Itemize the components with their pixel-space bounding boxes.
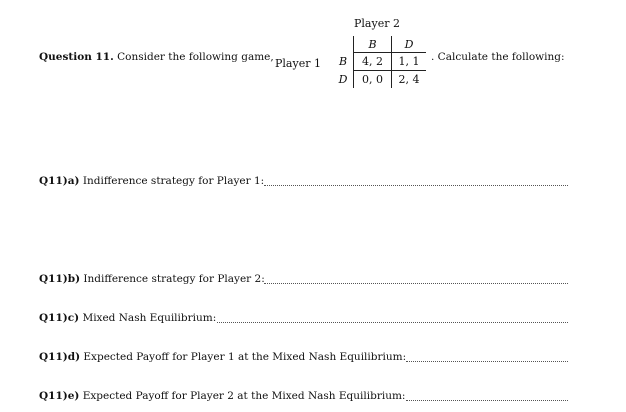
matrix-row-b bbox=[333, 53, 426, 71]
column-player-label: Player 2 bbox=[354, 17, 400, 30]
part-d bbox=[39, 351, 406, 363]
column-strategy-d: D bbox=[392, 36, 427, 53]
matrix-row-d bbox=[333, 71, 426, 89]
part-b-label: Q11)b) bbox=[39, 273, 81, 285]
column-strategy-b: B bbox=[354, 36, 392, 53]
part-c-text: Mixed Nash Equilibrium: bbox=[82, 312, 217, 324]
part-b bbox=[39, 273, 265, 285]
part-a-answer-line[interactable] bbox=[264, 185, 568, 186]
row-player-label: Player 1 bbox=[275, 57, 321, 70]
part-e-label: Q11)e) bbox=[39, 390, 80, 402]
part-d-answer-line[interactable] bbox=[406, 361, 568, 362]
part-d-label: Q11)d) bbox=[39, 351, 81, 363]
part-a bbox=[39, 175, 264, 187]
part-a-label: Q11)a) bbox=[39, 175, 80, 187]
payoff-cell-bb: 4, 2 bbox=[354, 53, 392, 71]
part-a-text: Indifference strategy for Player 1: bbox=[82, 175, 265, 187]
part-b-answer-line[interactable] bbox=[264, 283, 568, 284]
part-c-answer-line[interactable] bbox=[217, 322, 568, 323]
matrix-header-row bbox=[333, 36, 426, 53]
payoff-cell-db: 0, 0 bbox=[354, 71, 392, 89]
question-intro-text: Consider the following game, bbox=[117, 51, 274, 63]
part-b-text: Indifference strategy for Player 2: bbox=[83, 273, 265, 285]
question-number: Question 11. bbox=[39, 51, 114, 63]
payoff-cell-dd: 2, 4 bbox=[392, 71, 427, 89]
part-e bbox=[39, 390, 405, 402]
payoff-cell-bd: 1, 1 bbox=[392, 53, 427, 71]
part-e-answer-line[interactable] bbox=[406, 400, 568, 401]
part-d-text: Expected Payoff for Player 1 at the Mixed Nash Equilibrium: bbox=[83, 351, 407, 363]
row-strategy-b: B bbox=[338, 55, 348, 68]
payoff-matrix bbox=[333, 36, 426, 88]
question-intro bbox=[39, 51, 274, 63]
part-c-label: Q11)c) bbox=[39, 312, 80, 324]
row-strategy-d: D bbox=[338, 72, 348, 86]
part-c bbox=[39, 312, 216, 324]
matrix-corner bbox=[333, 36, 354, 53]
part-e-text: Expected Payoff for Player 2 at the Mixed Nash Equilibrium: bbox=[82, 390, 406, 402]
question-instruction: . Calculate the following: bbox=[431, 51, 565, 63]
